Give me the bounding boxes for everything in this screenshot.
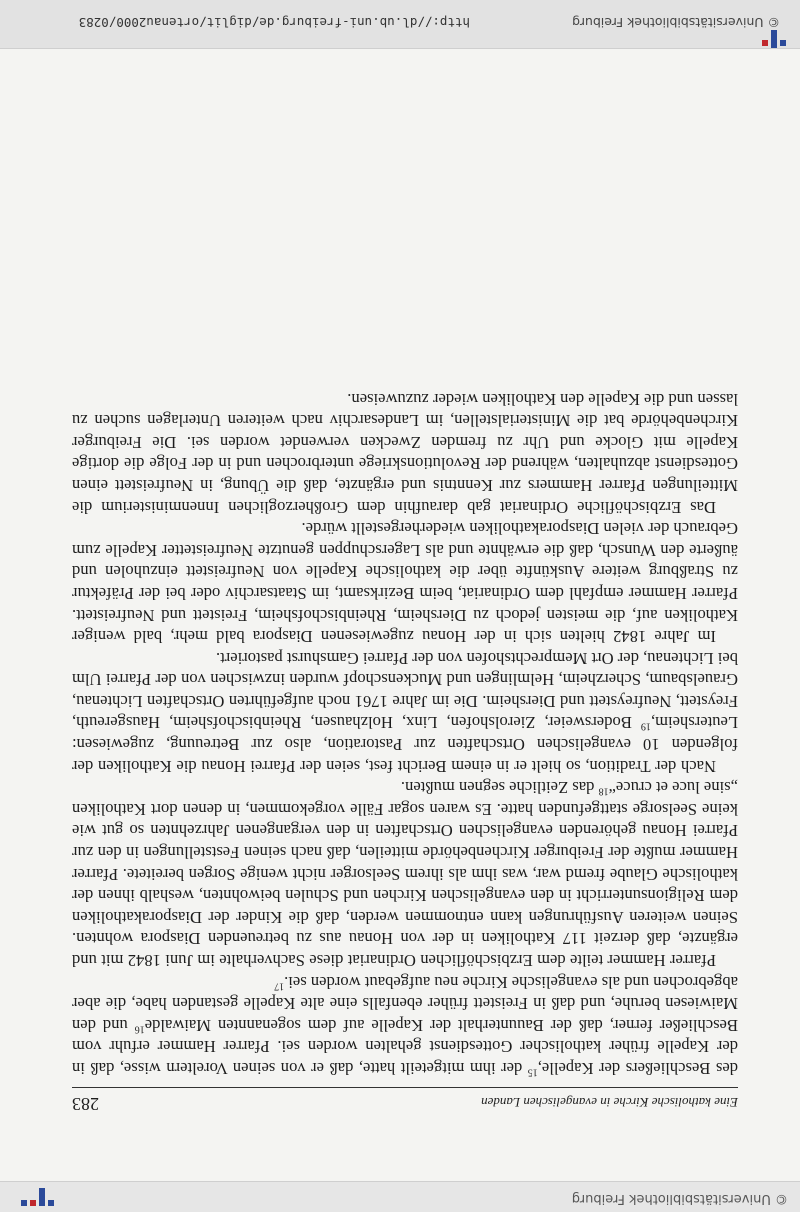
text-run: der ihm mitgeteilt hatte, daß er von seinen Voreltern wisse, daß in der Kapelle früher katholischer Gottesdienst gehalten worden sei. Pfarrer Hammer erfuhr vom Beschließer ferner, daß der Bauunterhalt der Kapelle auf dem sogenannten Maiwalde bbox=[71, 1015, 738, 1078]
viewer-top-bar bbox=[0, 1181, 800, 1212]
viewer-bottom-bar bbox=[0, 0, 800, 49]
paragraph bbox=[72, 518, 738, 648]
text-run: Nach der Tradition, so hielt er in einem Bericht fest, seien der Pfarrei Honau die Katholiken der folgenden 10 evangelischen Ortschaften zur Pastoration, also zur Betreuung, zugewiesen: Leutersheim, bbox=[72, 713, 738, 776]
footnote-marker[interactable]: 17 bbox=[274, 980, 285, 992]
running-head: Eine katholische Kirche in evangelischen Landen bbox=[481, 1095, 738, 1110]
paragraph bbox=[72, 388, 738, 518]
library-logo-icon bbox=[18, 1186, 58, 1208]
footnote-marker[interactable]: 15 bbox=[527, 1066, 538, 1078]
body-text bbox=[72, 388, 738, 1079]
text-run: Bodersweier, Zierolshofen, Linx, Holzhausen, Rheinbischofsheim, Hausgereuth, Freystett, Neufreystett und Diersheim. Die im Jahre 1761 noch aufgeführten Ortschaften Lichtenau, Grauelsbaum, Scherzheim, Helmlingen und Muckenschopf wurden inzwischen von der Pfarrei Ulm bei Lichtenau, der Ort Memprechtshofen von der Pfarrei Gamshurst pastoriert. bbox=[72, 648, 738, 733]
page-number: 283 bbox=[72, 1094, 99, 1114]
library-logo-icon bbox=[750, 28, 790, 48]
paragraph bbox=[72, 647, 738, 777]
text-run: des Beschließers der Kapelle, bbox=[537, 1059, 738, 1078]
text-run: Das Erzbischöfliche Ordinariat gab daraufhin dem Großherzoglichen Innenministerium die Mitteilungen Pfarrer Hammers zur Kenntnis und ergänzte, daß die Übung, in Neufreistett einen Gottesdienst abzuhalten, während der Revolutionskriege unterbrochen und in der Folge die dortige Kapelle mit Glocke und Uhr zu fremden Zwecken verwendet worden sei. Die Freiburger Kirchenbehörde bat die Ministerialstellen, im Landesarchiv nach weiteren Unterlagen suchen zu lassen und die Kapelle den Katholiken wieder zuzuweisen. bbox=[72, 389, 738, 517]
footnote-marker[interactable]: 18 bbox=[598, 785, 609, 797]
page-header bbox=[72, 1087, 738, 1112]
text-run: Pfarrer Hammer teilte dem Erzbischöflichen Ordinariat diese Sachverhalte im Juni 1842 mit und ergänzte, daß derzeit 117 Katholiken in der von Honau aus zu betreuenden Diaspora wohnten. Seinen weiteren Ausführungen kann entnommen werden, daß die Kinder der Diasporakatholiken dem Religionsunterricht in den evangelischen Kirchen und Schulen beiwohnten, weshalb ihnen der katholische Glaube fremd war, was ihm als ihrem Seelsorger nicht wenige Sorgen bereitete. Pfarrer Hammer mußte der Freiburger Kirchenbehörde mitteilen, daß nach seinen Feststellungen in den zur Pfarrei Honau gehörenden evangelischen Ortschaften in den vergangenen Jahrzehnten so gut wie keine Seelsorge stattgefunden hatte. Es waren sogar Fälle vorgekommen, in denen dort Katholiken „sine luce et cruce“ bbox=[72, 778, 738, 971]
copyright-notice: © Universitätsbibliothek Freiburg bbox=[571, 1191, 788, 1206]
copyright-notice: © Universitätsbibliothek Freiburg bbox=[572, 15, 780, 30]
footnote-marker[interactable]: 16 bbox=[134, 1023, 145, 1035]
footnote-marker[interactable]: 19 bbox=[640, 721, 651, 733]
paragraph bbox=[72, 777, 738, 971]
text-run: und den Maiwiesen beruhe, und daß in Freistett früher ebenfalls eine alte Kapelle gestanden habe, die aber abgebrochen und als evangelische Kirche neu aufgebaut worden sei. bbox=[71, 972, 738, 1035]
permalink-url[interactable]: http://dl.ub.uni-freiburg.de/diglit/ortenau2000/0283 bbox=[78, 15, 470, 30]
document-page bbox=[72, 388, 738, 1112]
text-run: Im Jahre 1842 hielten sich in der Honau zugewiesenen Diaspora bald mehr, bald weniger Katholiken auf, die meisten jedoch zu Diersheim, Rheinbischofsheim, Freistett und Neufreistett. Pfarrer Hammer empfahl dem Ordinariat, beim Bezirksamt, im Staatsarchiv oder bei der Präfektur zu Straßburg weitere Auskünfte über die katholische Kapelle von Neufreistett einzuholen und äußerte den Wunsch, daß die erwähnte und als Lagerschuppen genutzte Neufreistetter Kapelle zum Gebrauch der vielen Diasporakatholiken wiederhergestellt würde. bbox=[72, 519, 738, 647]
text-run: das Zeitliche segnen mußten. bbox=[400, 778, 599, 798]
paragraph bbox=[72, 971, 738, 1079]
